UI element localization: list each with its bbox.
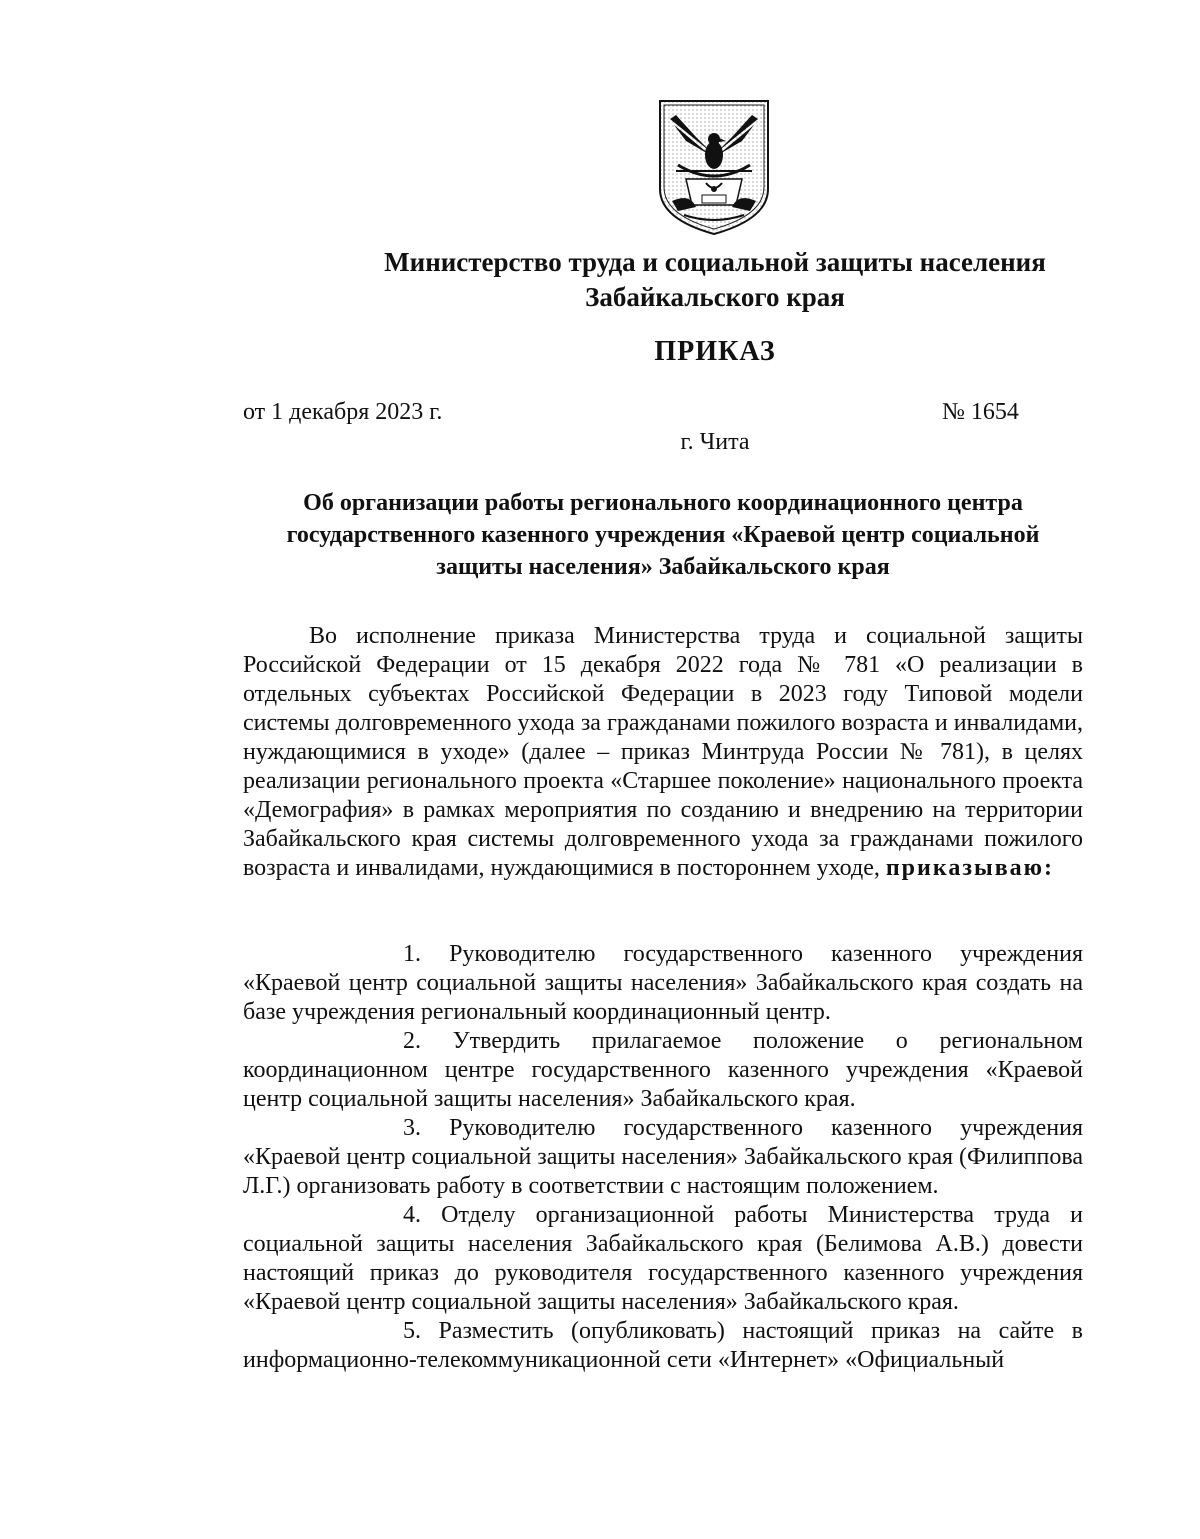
document-subject [243, 487, 1083, 583]
item-number: 5. [403, 1318, 421, 1344]
list-item [243, 1317, 1083, 1375]
decree-word: приказываю: [885, 855, 1054, 881]
order-items [243, 940, 1083, 1375]
item-text: Отделу организационной работы Министерства труда и социальной защиты населения Забайкальского края (Белимова А.В.) довести настоящий приказ до руководителя государственного казенного учреждения «Краевой центр социальной защиты населения» Забайкальского края. [243, 1202, 1084, 1315]
list-item [243, 940, 1083, 1027]
item-text: Руководителю государственного казенного учреждения «Краевой центр социальной защиты населения» Забайкальского края (Филиппова Л.Г.) организовать работу в соответствии с настоящим положением. [243, 1115, 1084, 1199]
document-number: № 1654 [942, 399, 1019, 425]
preamble-paragraph [243, 622, 1083, 883]
document-type: ПРИКАЗ [654, 336, 776, 367]
item-number: 1. [403, 941, 421, 967]
item-text: Руководителю государственного казенного учреждения «Краевой центр социальной защиты населения» Забайкальского края создать на базе учреждения региональный координационный центр. [243, 941, 1084, 1025]
ministry-line-2: Забайкальского края [585, 282, 845, 312]
ministry-name [300, 245, 1130, 315]
item-number: 3. [403, 1115, 421, 1141]
list-item [243, 1114, 1083, 1201]
subject-line-2: государственного казенного учреждения «Краевой центр социальной [286, 522, 1040, 548]
document-city: г. Чита [680, 429, 750, 455]
ministry-line-1: Министерство труда и социальной защиты населения [384, 247, 1046, 277]
item-number: 2. [403, 1028, 421, 1054]
item-number: 4. [403, 1202, 421, 1228]
coat-of-arms-icon [656, 97, 772, 237]
preamble-text: Во исполнение приказа Министерства труда и социальной защиты Российской Федерации от 15 декабря 2022 года № 781 «О реализации в отдельных субъектах Российской Федерации в 2023 году Типовой модели системы долговременного ухода за гражданами пожилого возраста и инвалидами, нуждающимися в уходе» (далее – приказ Минтруда России № 781), в целях реализации регионального проекта «Старшее поколение» национального проекта «Демография» в рамках мероприятия по созданию и внедрению на территории Забайкальского края системы долговременного ухода за гражданами пожилого возраста и инвалидами, нуждающимися в постороннем уходе, [243, 623, 1083, 881]
list-item [243, 1201, 1083, 1317]
document-date: от 1 декабря 2023 г. [243, 399, 443, 425]
subject-line-3: защиты населения» Забайкальского края [436, 554, 890, 580]
subject-line-1: Об организации работы регионального координационного центра [303, 490, 1023, 516]
item-text: Разместить (опубликовать) настоящий приказ на сайте в информационно-телекоммуникационной сети «Интернет» «Официальный [243, 1318, 1084, 1373]
item-text: Утвердить прилагаемое положение о региональном координационном центре государственного казенного учреждения «Краевой центр социальной защиты населения» Забайкальского края. [243, 1028, 1083, 1112]
list-item [243, 1027, 1083, 1114]
